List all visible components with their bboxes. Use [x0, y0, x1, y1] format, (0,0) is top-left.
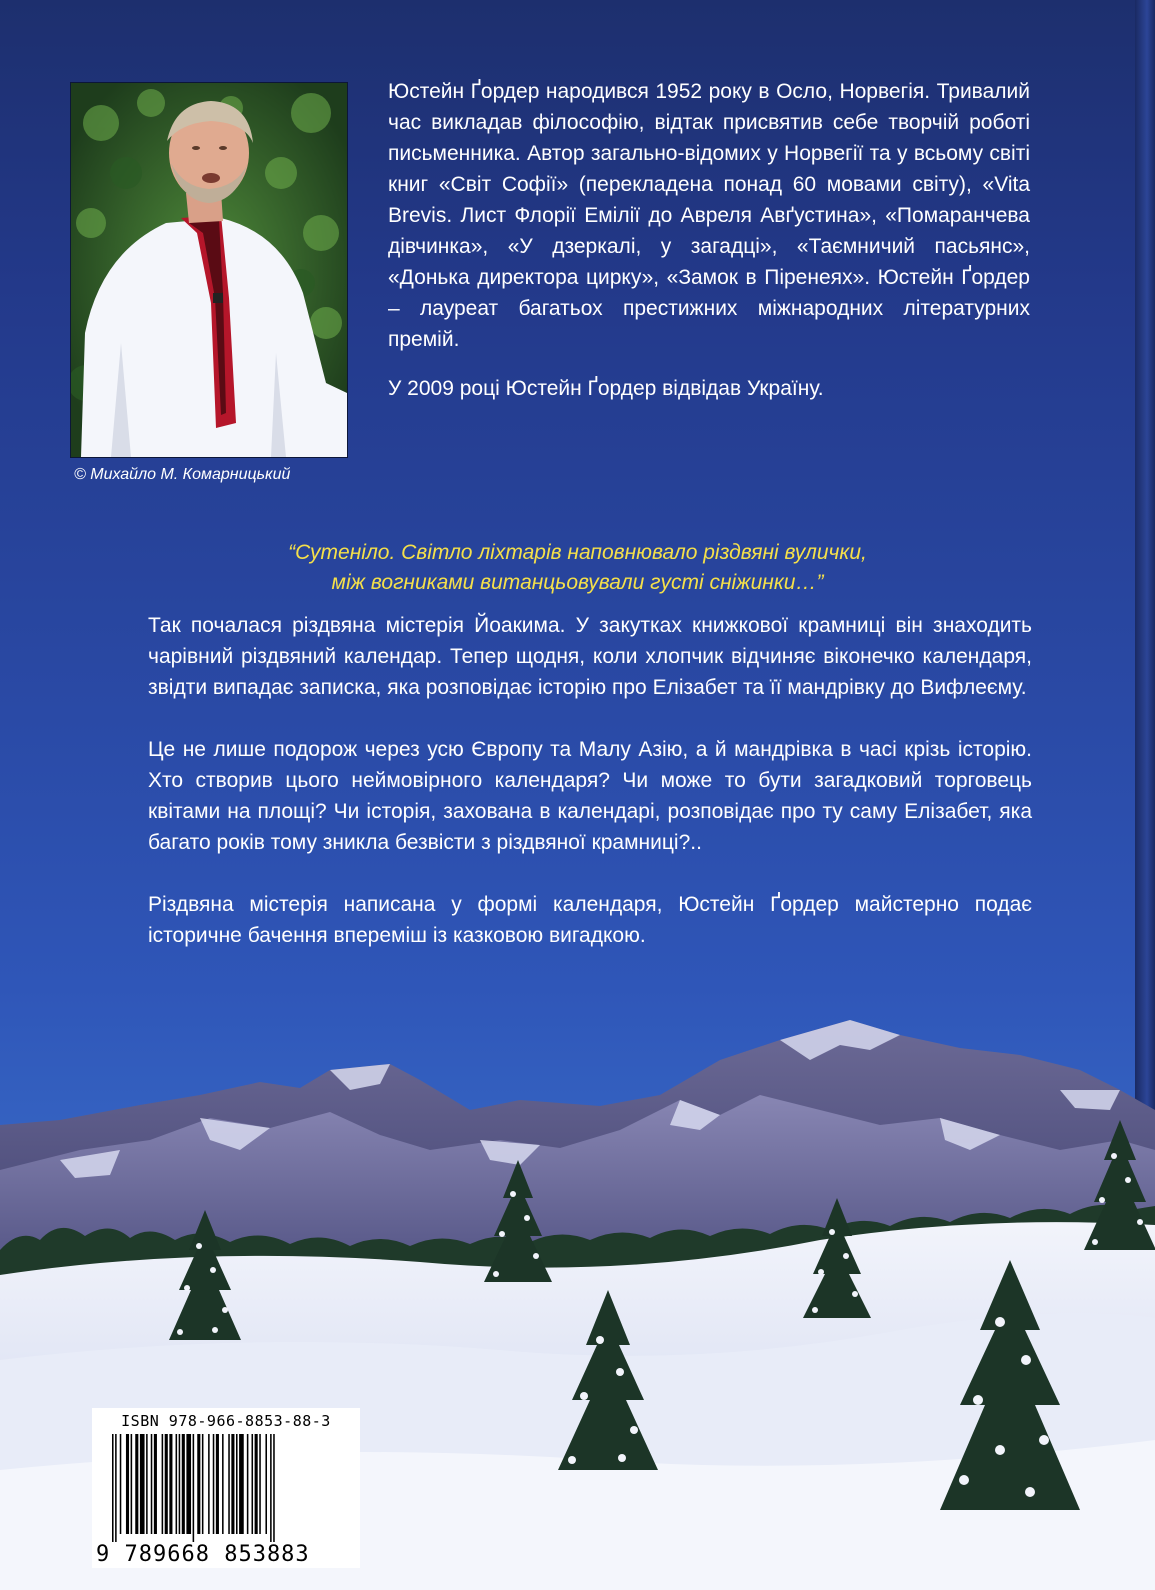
barcode-bar	[216, 1434, 219, 1534]
barcode-bar	[208, 1434, 210, 1534]
barcode-bar	[228, 1434, 230, 1534]
barcode-bar	[115, 1434, 117, 1542]
barcode-bar	[186, 1434, 191, 1534]
barcode-bar	[273, 1434, 275, 1542]
bio-paragraph-ukraine-visit: У 2009 році Юстейн Ґордер відвідав Україну.	[388, 377, 824, 400]
barcode-bar	[236, 1434, 238, 1534]
barcode-bar	[112, 1434, 114, 1542]
barcode-bar	[265, 1434, 267, 1534]
barcode-bar	[140, 1434, 145, 1534]
barcode-bar	[146, 1434, 148, 1534]
barcode-bar	[135, 1434, 138, 1534]
barcode-bar	[165, 1434, 168, 1534]
ean-digits: 9 789668 853883	[96, 1542, 310, 1567]
barcode-bar	[255, 1434, 258, 1534]
barcode-bar	[231, 1434, 234, 1534]
barcode-bar	[120, 1434, 122, 1534]
opening-quote	[120, 538, 1035, 598]
barcode-bar	[182, 1434, 185, 1534]
description-paragraph: Так почалася різдвяна містерія Йоакима. У закутках книжкової крамниці він знаходить чарівний різдвяний календар. Тепер щодня, коли хлопчик відчиняє віконечко календаря, звідти випадає записка, яка розповідає історію про Елізабет та її мандрівку до Вифлеєму.	[148, 614, 1032, 699]
quote-line: “Сутеніло. Світло ліхтарів наповнювало різдвяні вулички,	[288, 541, 867, 564]
barcode-bar	[126, 1434, 129, 1534]
barcode-bar	[252, 1434, 254, 1534]
quote-line: між вогниками витанцьовували густі сніжинки…”	[331, 571, 824, 594]
barcode-bar	[162, 1434, 164, 1534]
author-photo	[70, 82, 348, 458]
barcode-bar	[197, 1434, 200, 1534]
barcode-bar	[193, 1434, 195, 1542]
isbn-number: ISBN 978-966-8853-88-3	[121, 1412, 331, 1430]
barcode-bar	[179, 1434, 181, 1534]
barcode-bar	[202, 1434, 204, 1534]
book-description	[148, 610, 1032, 982]
barcode-bar	[169, 1434, 172, 1534]
barcode-bar	[151, 1434, 153, 1534]
barcode-bars	[98, 1434, 354, 1542]
description-paragraph: Різдвяна містерія написана у формі календаря, Юстейн Ґордер майстерно подає історичне бачення впереміш із казковою вигадкою.	[148, 893, 1032, 947]
photo-caption: © Михайло М. Комарницький	[74, 466, 291, 483]
barcode-bar	[222, 1434, 224, 1534]
author-bio	[388, 76, 1030, 404]
barcode-bar	[259, 1434, 261, 1534]
barcode-bar	[270, 1434, 272, 1542]
isbn-barcode	[92, 1408, 360, 1568]
bio-paragraph: Юстейн Ґордер народився 1952 року в Осло, Норвегія. Тривалий час викладав філософію, відтак присвятив себе творчій роботі письменника. Автор загально-відомих у Норвегії та у всьому світі книг «Світ Софії» (перекладена понад 60 мовами світу), «Vita Brevis. Лист Флорії Емілії до Авреля Авґустина», «Помаранчева дівчинка», «У дзеркалі, у загадці», «Таємничий пасьянс», «Донька директора цирку», «Замок в Піренеях». Юстейн Ґордер – лауреат багатьох престижних міжнародних літературних премій.	[388, 80, 1030, 351]
barcode-bar	[213, 1434, 215, 1534]
barcode-bar	[176, 1434, 178, 1534]
barcode-bar	[239, 1434, 244, 1534]
barcode-bar	[131, 1434, 133, 1534]
description-paragraph: Це не лише подорож через усю Європу та Малу Азію, а й мандрівка в часі крізь історію. Хто створив цього неймовірного календаря? Чи може то бути загадковий торговець квітами на площі? Чи історія, захована в календарі, розповідає про ту саму Елізабет, яка багато років тому зникла безвісти з різдвяної крамниці?..	[148, 738, 1032, 854]
barcode-bar	[154, 1434, 157, 1534]
barcode-bar	[247, 1434, 249, 1534]
